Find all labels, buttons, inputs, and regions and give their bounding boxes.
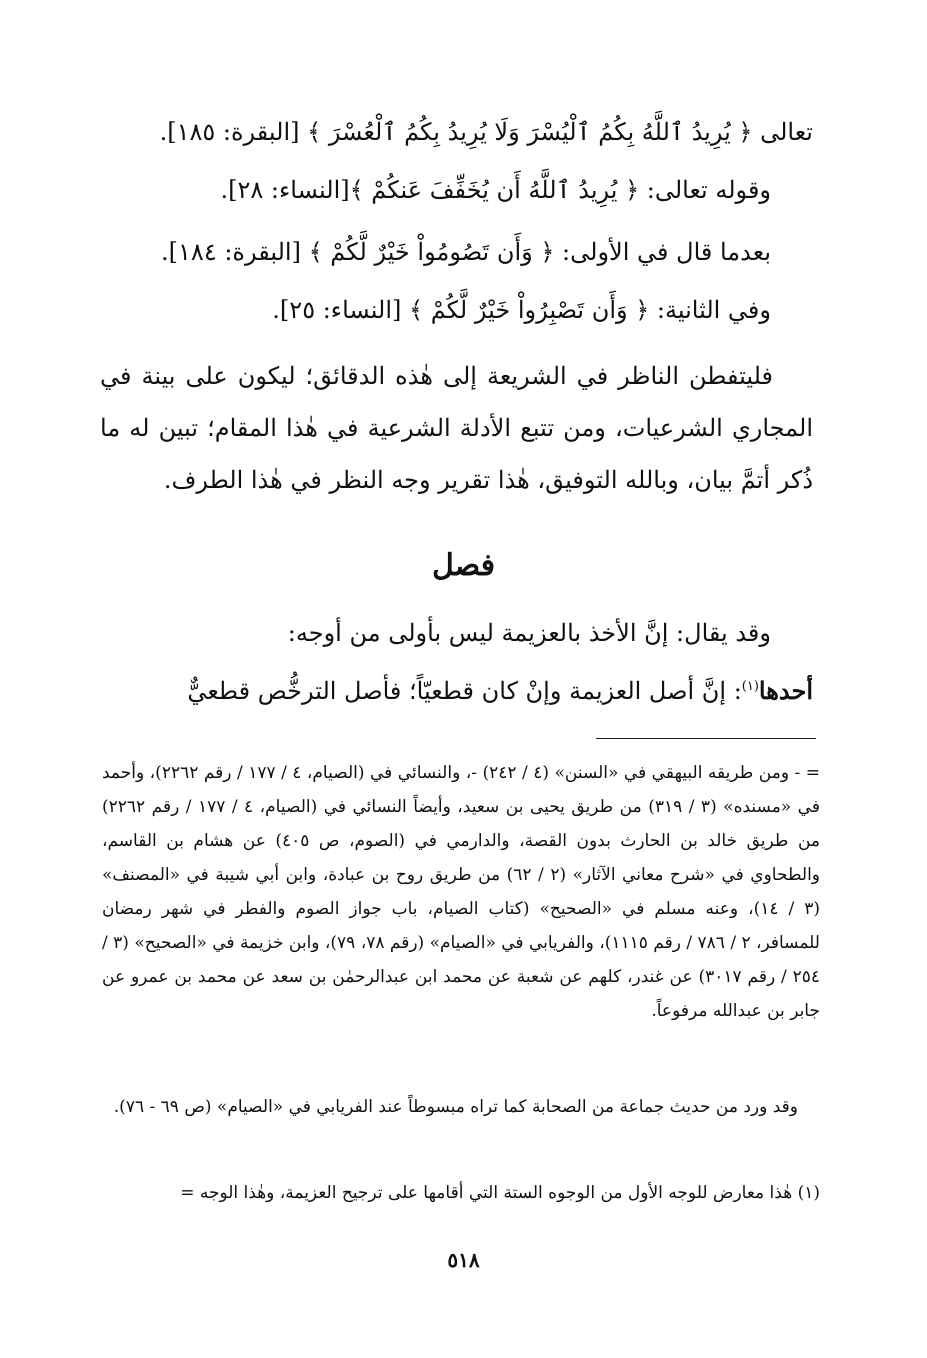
footnote-continuation: = - ومن طريقه البيهقي في «السنن» (٤ / ٢٤٢) -، والنسائي في (الصيام، ٤ / ١٧٧ / رقم ٢٢٦٢)، وأحمد في «مسنده» (٣ / ٣١٩) من طريق يحيى بن سعيد، وأيضاً النسائي في (الصيام، ٤ / ١٧٧ / رقم ٢٢٦٢) من طريق خالد بن الحارث بدون القصة، والدارمي في (الصوم، ص ٤٠٥) عن هشام بن القاسم، والطحاوي في «شرح معاني الآثار» (٢ / ٦٢) من طريق روح بن عبادة، وابن أبي شيبة في «المصنف» (٣ / ١٤)، وعنه مسلم في «الصحيح» (كتاب الصيام، باب جواز الصوم والفطر في شهر رمضان للمسافر، ٢ / ٧٨٦ / رقم ١١١٥)، والفريابي في «الصيام» (رقم ٧٨، ٧٩)، وابن خزيمة في «الصحيح» (٣ / ٢٥٤ / رقم ٣٠١٧) عن غندر، كلهم عن شعبة عن محمد ابن عبدالرحمٰن بن سعد عن محمد بن عمرو عن جابر بن عبدالله مرفوعاً. [102, 763, 821, 1021]
verse-line-3: بعدما قال في الأولى: ﴿ وَأَن تَصُومُواْ خَيْرٌ لَّكُمْ ﴾ [البقرة: ١٨٤]. [161, 238, 771, 266]
footnote-marker: (١) [741, 679, 759, 694]
footnote-1: (١) هٰذا معارض للوجه الأول من الوجوه الستة التي أقامها على ترجيح العزيمة، وهٰذا الوجه = [180, 1183, 820, 1203]
section-intro: وقد يقال: إنَّ الأخذ بالعزيمة ليس بأولى من أوجه: [287, 619, 771, 647]
verse-block [100, 107, 813, 343]
footnote-extra: وقد ورد من حديث جماعة من الصحابة كما تراه مبسوطاً عند الفريابي في «الصيام» (ص ٦٩ - ٧٦). [113, 1097, 798, 1117]
verse-line-4: وفي الثانية: ﴿ وَأَن تَصْبِرُواْ خَيْرٌ لَّكُمْ ﴾ [النساء: ٢٥]. [272, 296, 771, 324]
first-argument-lead: أحدها [758, 676, 813, 705]
verse-line-1: تعالى ﴿ يُرِيدُ ٱللَّهُ بِكُمُ ٱلْيُسْرَ وَلَا يُرِيدُ بِكُمُ ٱلْعُسْرَ ﴾ [البقرة: ١٨٥]. [159, 118, 813, 146]
first-argument-text: : إنَّ أصل العزيمة وإنْ كان قطعيّاً؛ فأصل الترخُّص قطعيٌّ [187, 677, 742, 705]
verse-line-2: وقوله تعالى: ﴿ يُرِيدُ ٱللَّهُ أَن يُخَفِّفَ عَنكُمْ ﴾[النساء: ٢٨]. [220, 176, 771, 204]
footnote-separator [596, 738, 816, 739]
section-title: فصل [431, 548, 496, 583]
page-number: ٥١٨ [447, 1248, 480, 1272]
body-paragraph: فليتفطن الناظر في الشريعة إلى هٰذه الدقائق؛ ليكون على بينة في المجاري الشرعيات، ومن تتبع الأدلة الشرعية في هٰذا المقام؛ تبين له ما ذُكر أتمَّ بيان، وبالله التوفيق، هٰذا تقرير وجه النظر في هٰذا الطرف. [100, 362, 813, 494]
first-argument [100, 665, 813, 713]
